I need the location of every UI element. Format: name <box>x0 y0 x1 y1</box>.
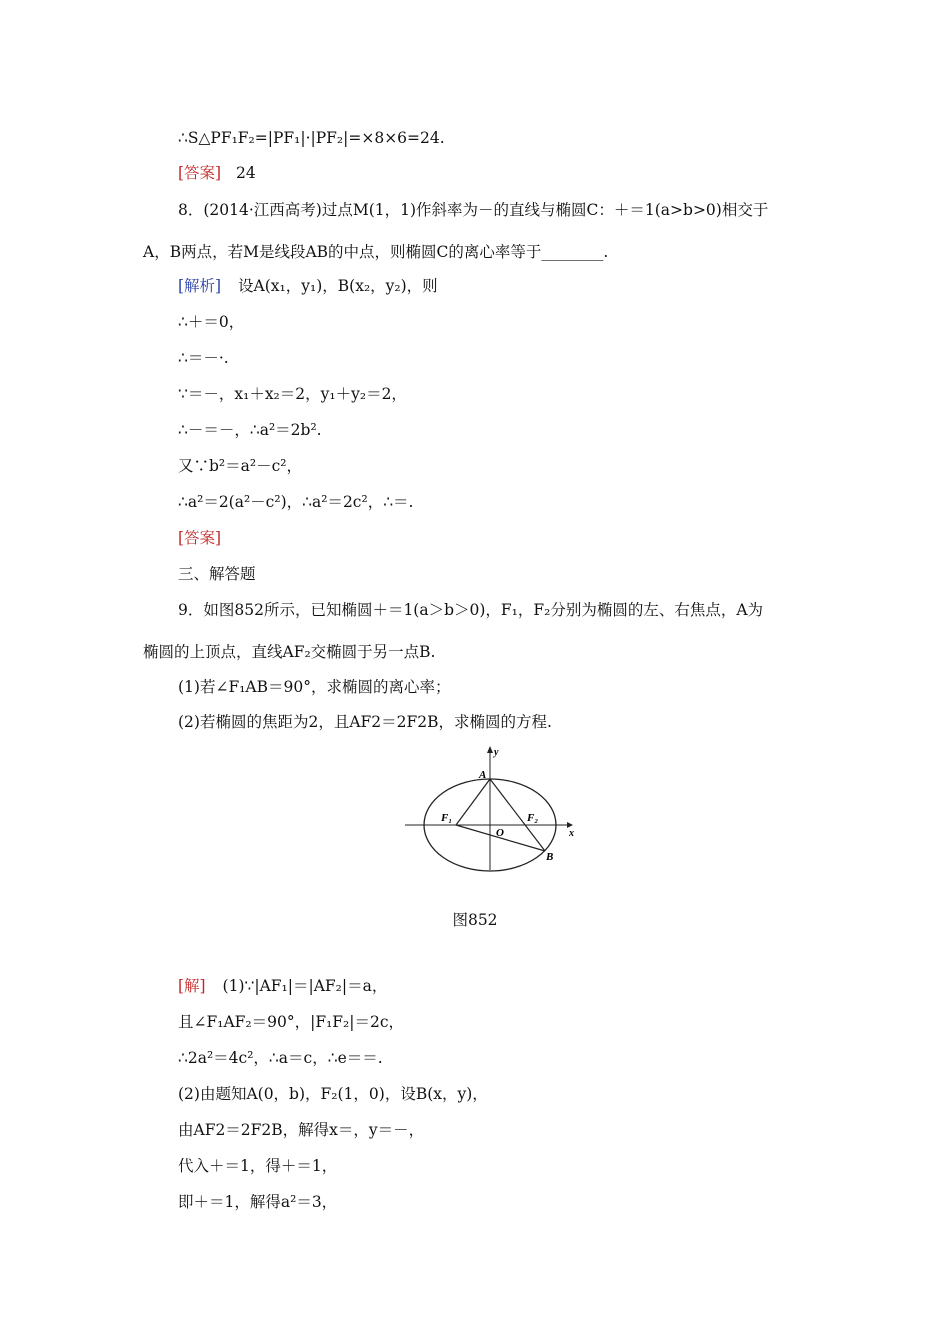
label-a: A <box>479 769 487 781</box>
text-line: ∴－＝－，∴a²＝2b². <box>178 421 322 439</box>
text-line: 即＋＝1，解得a²＝3， <box>178 1193 338 1211</box>
question-8-line-1: 8．(2014·江西高考)过点M(1，1)作斜率为－的直线与椭圆C：＋＝1(a>b>0)相交于 <box>178 201 769 219</box>
solution-text: (1)∵|AF₁|＝|AF₂|＝a， <box>222 977 388 995</box>
question-9-line-1: 9．如图852所示，已知椭圆＋＝1(a＞b＞0)，F₁，F₂分别为椭圆的左、右焦点，A为 <box>178 601 764 619</box>
label-b: B <box>546 851 554 863</box>
text-line: (2)由题知A(0，b)，F₂(1，0)，设B(x，y)， <box>178 1085 488 1103</box>
label-f1: F₁ <box>441 812 453 824</box>
answer-tag: [答案] <box>178 529 222 547</box>
text-line: 由AF2＝2F2B，解得x＝，y＝－， <box>178 1121 425 1139</box>
figure-caption: 图852 <box>452 911 498 929</box>
text-line: 又∵b²＝a²－c²， <box>178 457 302 475</box>
text-line: 代入＋＝1，得＋＝1， <box>178 1157 338 1175</box>
text-line: ∵＝－，x₁＋x₂＝2，y₁＋y₂＝2， <box>178 385 407 403</box>
solution-line <box>178 976 387 996</box>
question-9-part-1: (1)若∠F₁AB＝90°，求椭圆的离心率； <box>178 678 451 696</box>
segment-af1 <box>456 779 490 825</box>
solution-tag: [解] <box>178 977 206 995</box>
label-o: O <box>496 827 504 839</box>
question-9-line-2: 椭圆的上顶点，直线AF₂交椭圆于另一点B. <box>143 643 436 661</box>
section-heading: 三、解答题 <box>178 565 256 583</box>
answer-line <box>178 163 256 183</box>
text-line: 且∠F₁AF₂＝90°，|F₁F₂|＝2c， <box>178 1013 405 1031</box>
question-9-part-2: (2)若椭圆的焦距为2，且AF2＝2F2B，求椭圆的方程. <box>178 713 552 731</box>
question-8-line-2: A，B两点，若M是线段AB的中点，则椭圆C的离心率等于________. <box>143 243 609 261</box>
analysis-text: 设A(x₁，y₁)，B(x₂，y₂)，则 <box>238 277 438 295</box>
text-line: ∴＝－·. <box>178 349 229 367</box>
text-line: ∴2a²＝4c²，∴a＝c，∴e＝＝. <box>178 1049 383 1067</box>
answer-value: 24 <box>236 164 256 182</box>
text-line: ∴a²＝2(a²－c²)，∴a²＝2c²，∴＝. <box>178 493 414 511</box>
y-axis-arrow <box>487 746 493 753</box>
label-y: y <box>494 747 499 758</box>
analysis-tag: [解析] <box>178 277 222 295</box>
text-line: ∴＋＝0， <box>178 313 245 331</box>
analysis-line <box>178 276 438 296</box>
label-x: x <box>569 828 574 839</box>
label-f2: F₂ <box>527 812 539 824</box>
answer-tag: [答案] <box>178 164 222 182</box>
ellipse-figure <box>405 740 585 876</box>
text-line: ∴S△PF₁F₂=|PF₁|·|PF₂|=×8×6=24. <box>178 129 445 147</box>
